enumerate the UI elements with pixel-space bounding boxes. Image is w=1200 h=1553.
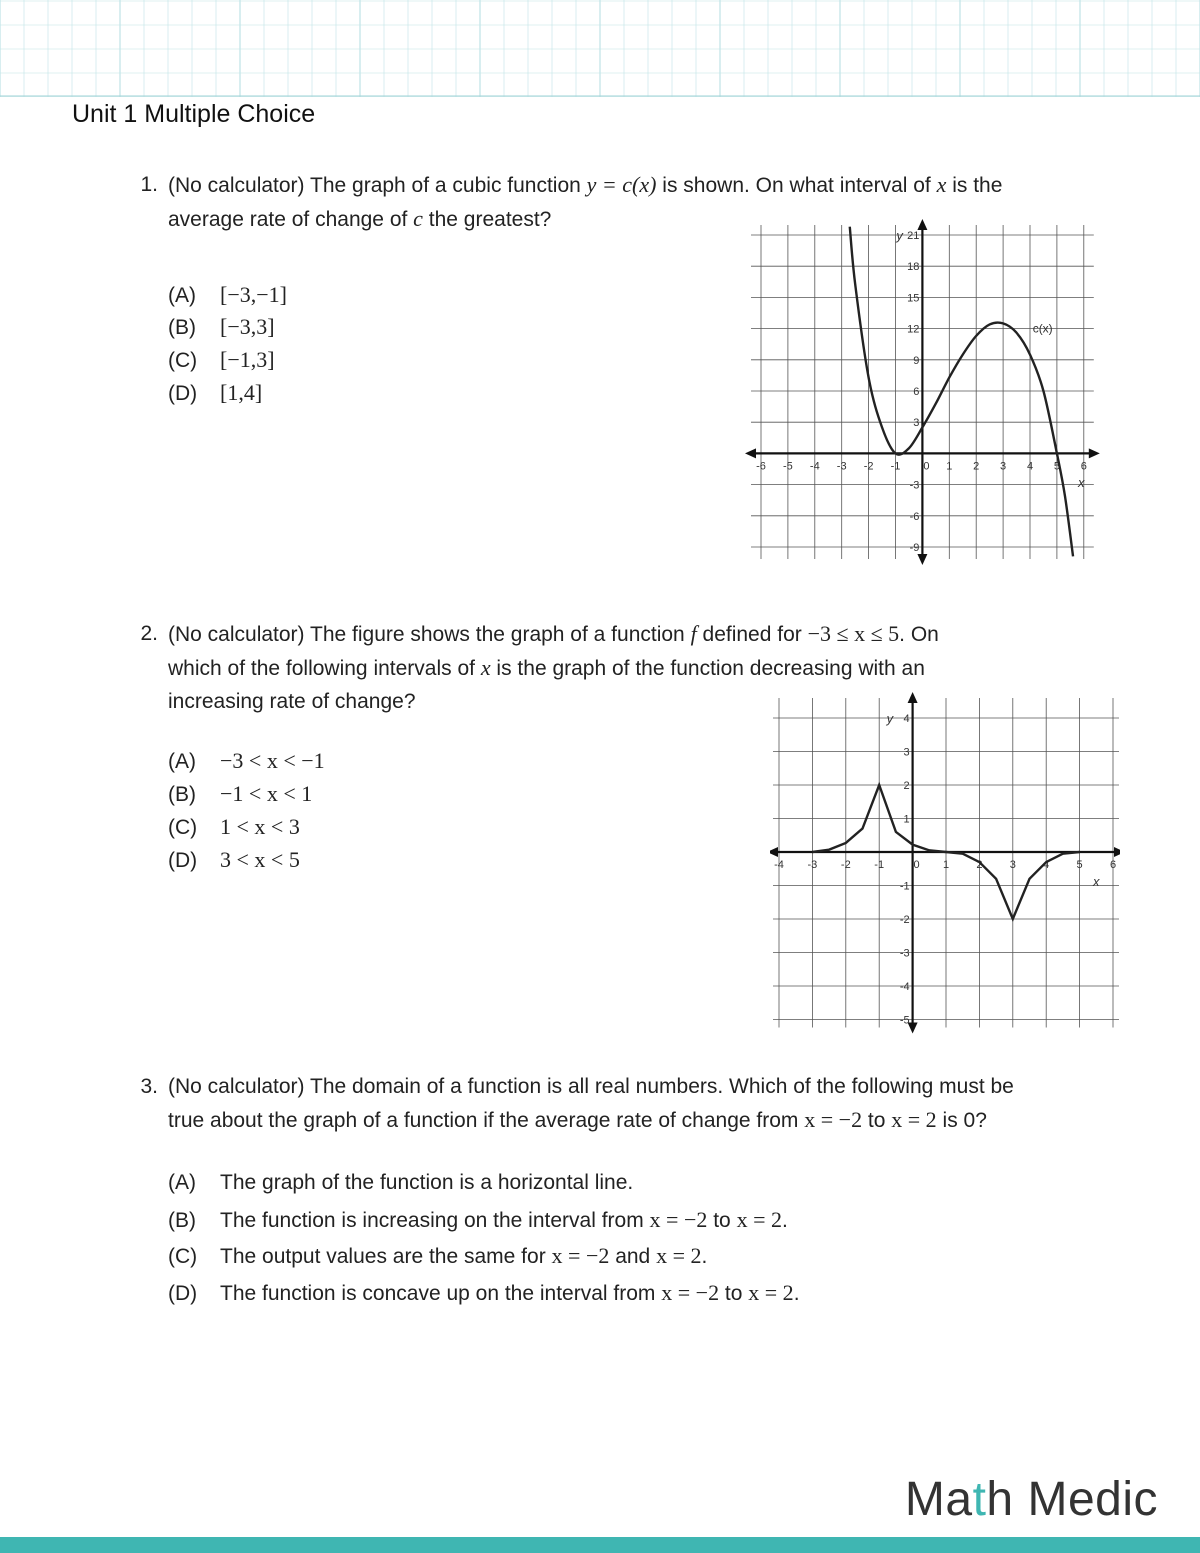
option-text: The output values are the same for bbox=[220, 1245, 552, 1268]
y-axis-arrow-up bbox=[908, 692, 918, 703]
question-number: 1. bbox=[140, 173, 158, 196]
option-value: [−3,3] bbox=[220, 314, 275, 339]
question-text-part: to bbox=[862, 1109, 892, 1132]
option-label: (A) bbox=[168, 1171, 196, 1194]
option-value: 1 < x < 3 bbox=[220, 814, 300, 839]
option-value: 3 < x < 5 bbox=[220, 847, 300, 872]
option-label: (C) bbox=[168, 349, 198, 372]
y-tick-label: 4 bbox=[903, 713, 910, 725]
option-d[interactable] bbox=[168, 844, 300, 876]
question-text-part: is the bbox=[946, 174, 1003, 197]
y-tick-label: -1 bbox=[899, 880, 910, 893]
option-a[interactable] bbox=[168, 279, 287, 311]
logo-text: h Medic bbox=[986, 1473, 1158, 1526]
x-tick-label: 2 bbox=[976, 859, 983, 871]
math-variable: f bbox=[690, 621, 697, 646]
question-text-part: increasing rate of change? bbox=[168, 690, 416, 713]
question-3 bbox=[132, 1070, 1142, 1140]
question-text-part: (No calculator) The graph of a cubic function bbox=[168, 174, 587, 197]
question-number: 3. bbox=[140, 1075, 158, 1098]
x-tick-label: -4 bbox=[809, 460, 820, 473]
x-tick-label: 0 bbox=[923, 460, 930, 473]
page-title: Unit 1 Multiple Choice bbox=[72, 100, 316, 128]
x-tick-label: 0 bbox=[913, 859, 920, 871]
question-number: 2. bbox=[140, 622, 158, 645]
option-value: [−3,−1] bbox=[220, 282, 287, 307]
math-medic-logo bbox=[905, 1472, 1158, 1527]
option-c[interactable] bbox=[168, 344, 275, 376]
option-label: (A) bbox=[168, 750, 196, 773]
option-label: (B) bbox=[168, 783, 196, 806]
x-tick-label: 1 bbox=[942, 859, 950, 871]
math-expression: x = −2 bbox=[661, 1280, 720, 1305]
function-f-graph bbox=[770, 686, 1120, 1036]
x-tick-label: 5 bbox=[1053, 460, 1060, 473]
option-text: . bbox=[781, 1209, 788, 1232]
question-text-part: true about the graph of a function if the average rate of change from bbox=[168, 1109, 805, 1132]
math-expression: −3 ≤ x ≤ 5 bbox=[807, 621, 900, 646]
option-b[interactable] bbox=[168, 1204, 788, 1236]
y-tick-label: -2 bbox=[899, 914, 910, 926]
x-tick-label: -3 bbox=[836, 460, 847, 473]
y-axis-label: y bbox=[886, 711, 894, 726]
question-text-part: is shown. On what interval of bbox=[656, 174, 937, 197]
math-expression: x = −2 bbox=[804, 1107, 863, 1132]
y-tick-label: 18 bbox=[907, 261, 920, 274]
option-value: [1,4] bbox=[220, 380, 263, 405]
option-a[interactable] bbox=[168, 745, 325, 777]
x-tick-label: -4 bbox=[774, 859, 784, 871]
math-variable: c bbox=[413, 206, 423, 231]
y-tick-label: -4 bbox=[899, 981, 910, 993]
question-text-part: the greatest? bbox=[422, 208, 552, 231]
x-axis-arrow-right bbox=[1114, 847, 1120, 857]
question-text-part: is 0? bbox=[936, 1109, 987, 1132]
y-tick-label: 3 bbox=[903, 746, 910, 759]
y-axis-arrow-down bbox=[917, 554, 927, 565]
x-tick-label: -2 bbox=[863, 460, 874, 473]
math-expression: x = 2 bbox=[748, 1280, 794, 1305]
x-tick-label: -6 bbox=[756, 460, 766, 473]
x-axis-label: x bbox=[1078, 475, 1085, 490]
y-axis-arrow-up bbox=[917, 219, 927, 230]
question-text-part: is the graph of the function decreasing with an bbox=[490, 657, 925, 680]
x-axis-label: x bbox=[1093, 874, 1100, 889]
option-text: The function is increasing on the interval from bbox=[220, 1209, 650, 1232]
y-tick-label: -5 bbox=[899, 1014, 910, 1027]
curve-label: c(x) bbox=[1032, 321, 1053, 336]
x-tick-label: 4 bbox=[1026, 460, 1034, 473]
option-text: . bbox=[793, 1282, 800, 1305]
question-text-part: (No calculator) The domain of a function is all real numbers. Which of the following must be bbox=[168, 1075, 1014, 1098]
y-tick-label: 15 bbox=[907, 292, 920, 305]
question-text-part: defined for bbox=[696, 623, 808, 646]
option-c[interactable] bbox=[168, 1240, 707, 1272]
y-tick-label: 3 bbox=[913, 417, 920, 430]
option-label: (D) bbox=[168, 1282, 198, 1305]
option-b[interactable] bbox=[168, 778, 312, 810]
question-text-part: which of the following intervals of bbox=[168, 657, 481, 680]
option-label: (A) bbox=[168, 284, 196, 307]
x-tick-label: 6 bbox=[1080, 460, 1087, 473]
option-c[interactable] bbox=[168, 811, 300, 843]
y-tick-label: -3 bbox=[899, 947, 910, 960]
option-text: to bbox=[719, 1282, 749, 1305]
x-tick-label: -2 bbox=[840, 859, 851, 871]
y-tick-label: 9 bbox=[913, 354, 920, 367]
y-tick-label: 6 bbox=[913, 386, 920, 398]
x-tick-label: 3 bbox=[1009, 859, 1016, 871]
option-label: (C) bbox=[168, 816, 198, 839]
option-d[interactable] bbox=[168, 377, 262, 409]
logo-text: Ma bbox=[904, 1473, 973, 1526]
option-text: to bbox=[707, 1209, 737, 1232]
option-text: and bbox=[609, 1245, 657, 1268]
x-tick-label: 3 bbox=[1000, 460, 1007, 473]
x-tick-label: -3 bbox=[807, 859, 818, 871]
option-b[interactable] bbox=[168, 311, 275, 343]
math-expression: x = 2 bbox=[656, 1243, 702, 1268]
x-tick-label: 1 bbox=[946, 460, 953, 473]
x-axis-arrow-right bbox=[1089, 448, 1100, 458]
option-label: (D) bbox=[168, 849, 198, 872]
option-label: (B) bbox=[168, 1209, 196, 1232]
option-label: (C) bbox=[168, 1245, 198, 1268]
x-axis-arrow-left bbox=[770, 847, 778, 857]
option-value: −1 < x < 1 bbox=[220, 781, 313, 806]
option-text: . bbox=[701, 1245, 708, 1268]
question-3-text bbox=[168, 1070, 1014, 1137]
cubic-function-graph bbox=[740, 212, 1110, 572]
option-a[interactable] bbox=[168, 1167, 633, 1199]
option-value: −3 < x < −1 bbox=[220, 748, 325, 773]
header-grid-pattern bbox=[0, 0, 1200, 97]
y-tick-label: -9 bbox=[909, 542, 920, 554]
x-axis-arrow-left bbox=[745, 448, 756, 458]
y-tick-label: 2 bbox=[903, 780, 910, 792]
option-label: (D) bbox=[168, 382, 198, 405]
math-expression: x = 2 bbox=[736, 1207, 782, 1232]
option-value: [−1,3] bbox=[220, 347, 275, 372]
question-text-part: average rate of change of bbox=[168, 208, 414, 231]
cubic-curve bbox=[850, 227, 1073, 557]
y-tick-label: 1 bbox=[903, 813, 910, 826]
x-tick-label: 6 bbox=[1109, 859, 1117, 871]
y-tick-label: 21 bbox=[907, 230, 920, 242]
option-label: (B) bbox=[168, 316, 196, 339]
question-text-part: (No calculator) The figure shows the graph of a function bbox=[168, 623, 691, 646]
math-expression: y = c(x) bbox=[586, 172, 657, 197]
x-tick-label: 2 bbox=[973, 460, 980, 473]
x-tick-label: 4 bbox=[1043, 859, 1050, 871]
question-text-part: . On bbox=[899, 623, 939, 646]
y-tick-label: 12 bbox=[907, 323, 920, 336]
footer-bar bbox=[0, 1537, 1200, 1553]
logo-text-accent: t bbox=[972, 1473, 987, 1526]
x-tick-label: -5 bbox=[783, 460, 793, 473]
math-expression: x = −2 bbox=[649, 1207, 708, 1232]
y-tick-label: -3 bbox=[909, 479, 920, 492]
math-variable: x bbox=[936, 172, 947, 197]
option-d[interactable] bbox=[168, 1277, 800, 1309]
math-expression: x = 2 bbox=[891, 1107, 937, 1132]
option-text: The function is concave up on the interval from bbox=[220, 1282, 662, 1305]
option-text: The graph of the function is a horizontal line. bbox=[220, 1171, 634, 1194]
math-variable: x bbox=[480, 655, 491, 680]
y-tick-label: -6 bbox=[909, 510, 920, 523]
x-tick-label: 5 bbox=[1076, 859, 1083, 871]
x-tick-label: -1 bbox=[874, 859, 885, 871]
x-tick-label: -1 bbox=[890, 460, 901, 473]
math-expression: x = −2 bbox=[551, 1243, 610, 1268]
y-axis-label: y bbox=[896, 228, 903, 243]
